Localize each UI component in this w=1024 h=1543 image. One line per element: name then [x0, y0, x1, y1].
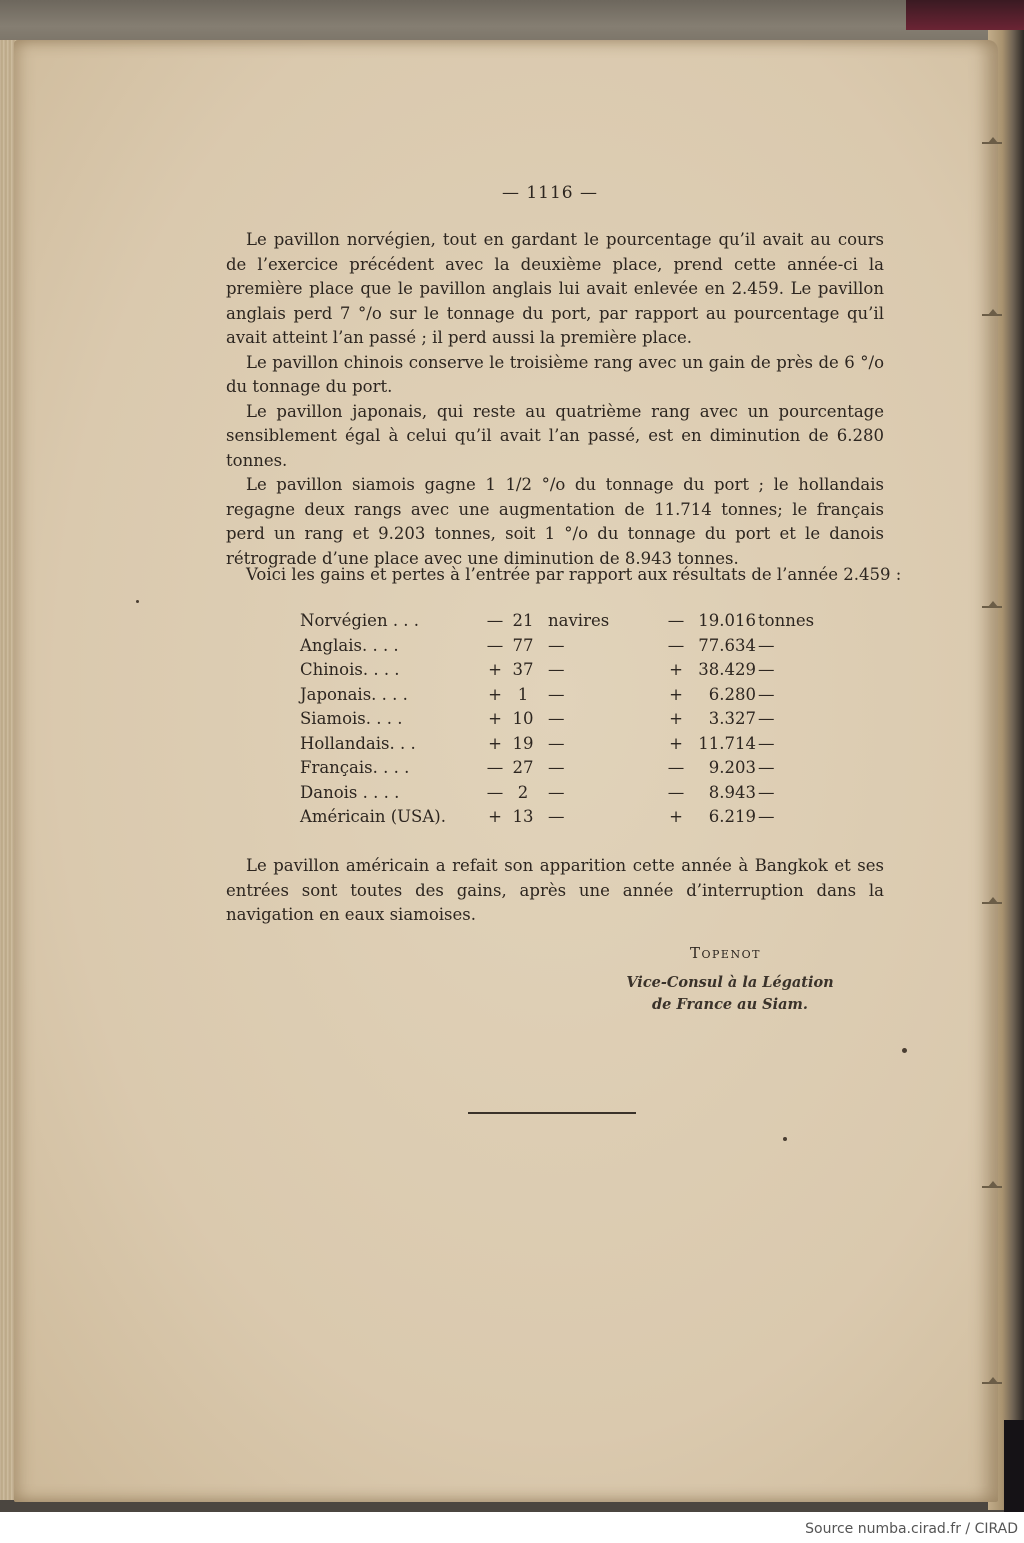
- tons-unit: —: [758, 733, 775, 753]
- closing-text: [226, 854, 884, 928]
- tons-unit: —: [758, 635, 775, 655]
- ships-sign: —: [486, 611, 504, 630]
- tons-value: 8.943: [708, 782, 756, 802]
- ships-count: 77: [512, 635, 534, 655]
- binding-stitch-icon: [982, 1186, 1002, 1188]
- paragraph: Le pavillon siamois gagne 1 1/2 °/o du tonnage du port ; le hollandais regagne deux rangs avec une augmentation de 11.714 tonnes; le français perd un rang et 9.203 tonnes, soit 1 °/o du tonnage du port et le danois rétrograde d’une place avec une diminution de 8.943 tonnes.: [226, 475, 884, 568]
- table-row: [300, 734, 860, 759]
- flag-name: Anglais. . . .: [300, 635, 399, 655]
- signature-name: Topenot: [690, 944, 761, 962]
- flag-name: Norvégien . . .: [300, 611, 420, 630]
- tons-value: 3.327: [708, 709, 756, 728]
- ships-unit: —: [548, 807, 565, 826]
- table-row: [300, 611, 860, 636]
- tons-value: 6.280: [708, 684, 756, 704]
- table-row: [300, 783, 860, 808]
- ships-sign: +: [488, 709, 502, 728]
- tons-unit: —: [758, 782, 775, 802]
- tons-value: 38.429: [698, 660, 756, 679]
- tons-value: 77.634: [698, 635, 756, 655]
- ships-unit: —: [548, 782, 565, 802]
- ships-unit: navires: [548, 611, 610, 630]
- tons-value: 6.219: [708, 807, 756, 826]
- table-row: [300, 660, 860, 685]
- ships-count: 37: [512, 660, 534, 679]
- table-row: [300, 709, 860, 734]
- flag-name: Danois . . . .: [300, 782, 400, 802]
- ships-sign: +: [488, 684, 502, 704]
- ships-unit: —: [548, 635, 565, 655]
- tons-sign: +: [669, 660, 683, 679]
- book-top-edge: [0, 0, 1024, 44]
- table-row: [300, 758, 860, 783]
- signature-role-line: de France au Siam.: [652, 996, 808, 1013]
- flag-name: Hollandais. . .: [300, 733, 416, 753]
- ships-count: 13: [512, 807, 534, 826]
- tons-unit: —: [758, 709, 775, 728]
- tons-sign: —: [667, 611, 685, 630]
- ships-unit: —: [548, 733, 565, 753]
- body-text: [226, 228, 884, 571]
- ships-unit: —: [548, 684, 565, 704]
- tons-value: 11.714: [698, 733, 756, 753]
- book-cover-corner: [906, 0, 1024, 30]
- signature-role-line: Vice-Consul à la Légation: [626, 974, 834, 991]
- ink-speck: [783, 1137, 787, 1141]
- ships-count: 19: [512, 733, 534, 753]
- binding-stitch-icon: [982, 606, 1002, 608]
- binding-shadow: [1004, 1420, 1024, 1512]
- binding-stitch-icon: [982, 142, 1002, 144]
- tons-value: 9.203: [708, 758, 756, 777]
- paragraph: Le pavillon japonais, qui reste au quatrième rang avec un pourcentage sensiblement égal à celui qu’il avait l’an passé, est en diminution de 6.280 tonnes.: [226, 401, 884, 470]
- tons-sign: +: [669, 807, 683, 826]
- flag-name: Français. . . .: [300, 758, 410, 777]
- source-credit: Source numba.cirad.fr / CIRAD: [805, 1521, 1018, 1537]
- ships-count: 1: [517, 684, 529, 704]
- ships-unit: —: [548, 709, 565, 728]
- tons-sign: —: [667, 782, 685, 802]
- ships-sign: —: [486, 758, 504, 777]
- binding-stitch-icon: [982, 1382, 1002, 1384]
- tons-unit: tonnes: [758, 611, 815, 630]
- end-rule: [468, 1112, 636, 1114]
- ships-sign: —: [486, 635, 504, 655]
- tons-unit: —: [758, 807, 775, 826]
- tons-unit: —: [758, 758, 775, 777]
- ships-count: 21: [512, 611, 534, 630]
- ships-sign: +: [488, 807, 502, 826]
- flag-name: Américain (USA).: [300, 807, 446, 826]
- binding-stitch-icon: [982, 902, 1002, 904]
- tons-sign: —: [667, 758, 685, 777]
- ships-count: 2: [517, 782, 529, 802]
- ships-sign: +: [488, 660, 502, 679]
- ships-sign: —: [486, 782, 504, 802]
- gains-losses-table: [300, 611, 860, 832]
- table-row: [300, 636, 860, 661]
- flag-name: Chinois. . . .: [300, 660, 400, 679]
- ink-speck: [136, 600, 139, 603]
- binding-stitch-icon: [982, 314, 1002, 316]
- flag-name: Japonais. . . .: [300, 684, 408, 704]
- tons-unit: —: [758, 684, 775, 704]
- tons-sign: —: [667, 635, 685, 655]
- paragraph: Le pavillon chinois conserve le troisième rang avec un gain de près de 6 °/o du tonnage du port.: [226, 352, 884, 396]
- paragraph: Le pavillon norvégien, tout en gardant le pourcentage qu’il avait au cours de l’exercice précédent avec la deuxième place, prend cette année-ci la première place que le pavillon anglais lui avait enlevée en 2.459. Le pavillon anglais perd 7 °/o sur le tonnage du port, par rapport au pourcentage qu’il avait atteint l’an passé ; il perd aussi la première place.: [226, 230, 884, 347]
- table-row: [300, 807, 860, 832]
- tons-unit: —: [758, 660, 775, 679]
- table-intro: Voici les gains et pertes à l’entrée par rapport aux résultats de l’année 2.459 :: [246, 565, 902, 584]
- flag-name: Siamois. . . .: [300, 709, 403, 728]
- signature-role: [600, 972, 860, 1016]
- tons-sign: +: [669, 709, 683, 728]
- ships-count: 10: [512, 709, 534, 728]
- paragraph: Le pavillon américain a refait son apparition cette année à Bangkok et ses entrées sont toutes des gains, après une année d’interruption dans la navigation en eaux siamoises.: [226, 856, 884, 924]
- tons-sign: +: [669, 733, 683, 753]
- ships-count: 27: [512, 758, 534, 777]
- ships-unit: —: [548, 660, 565, 679]
- ships-sign: +: [488, 733, 502, 753]
- ships-unit: —: [548, 758, 565, 777]
- ink-speck: [902, 1048, 907, 1053]
- table-row: [300, 685, 860, 710]
- tons-sign: +: [669, 684, 683, 704]
- page-number: — 1116 —: [501, 183, 599, 203]
- tons-value: 19.016: [698, 611, 756, 630]
